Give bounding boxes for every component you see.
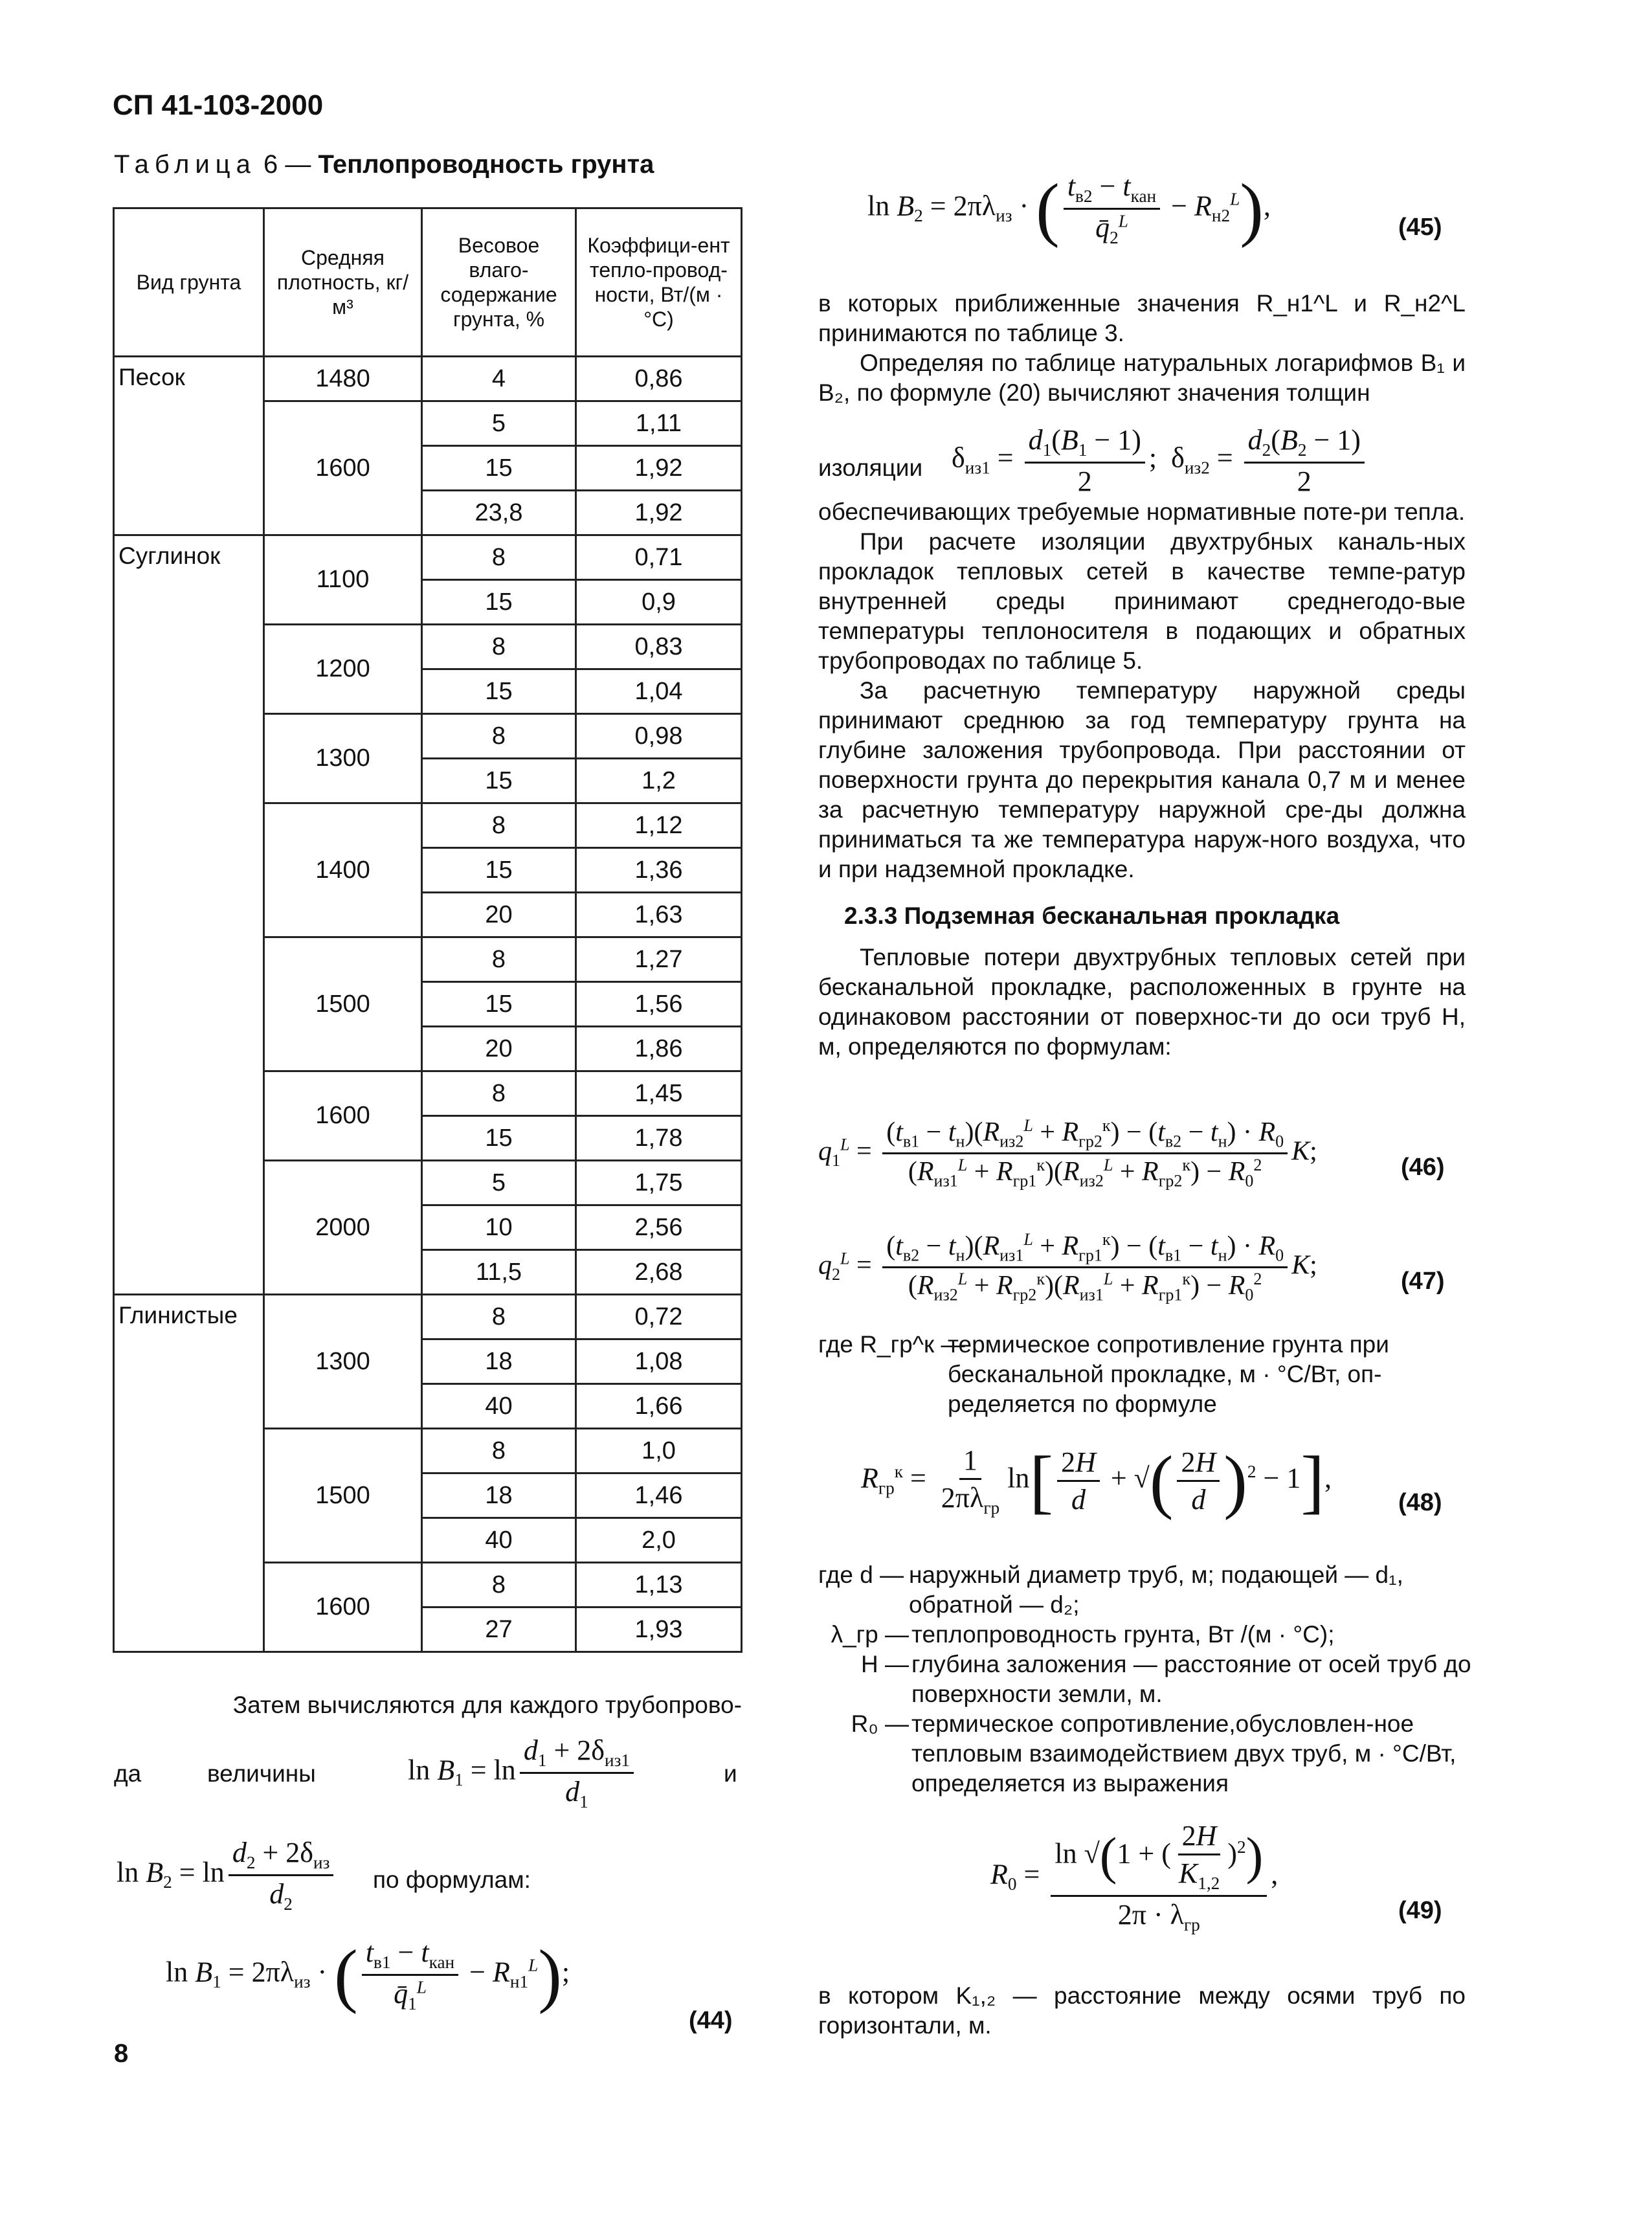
density-cell: 1480 [264, 357, 422, 401]
right-text-block-2 [818, 497, 1466, 1062]
moisture-cell: 40 [422, 1518, 576, 1563]
moisture-cell: 27 [422, 1607, 576, 1652]
eq-number-45: (45) [1398, 214, 1442, 241]
moisture-cell: 15 [422, 446, 576, 491]
conductivity-cell: 1,45 [576, 1071, 742, 1116]
right-paragraph-7: в котором K₁,₂ — расстояние между осями труб по горизонтали, м. [818, 1982, 1466, 2039]
moisture-cell: 8 [422, 1071, 576, 1116]
moisture-cell: 5 [422, 401, 576, 446]
section-heading-2-3-3: 2.3.3 Подземная бесканальная прокладка [844, 902, 1340, 929]
right-text-block-1 [818, 289, 1466, 408]
document-code: СП 41-103-2000 [113, 89, 324, 121]
right-paragraph-3: обеспечивающих требуемые нормативные поте-ри тепла. [818, 498, 1466, 525]
formula-47: $q_2^L$ = $\frac{(t_{в2} - t_н)(R_{из1}^L + R_{гр1}^к) - (t_{в1} - t_н) \cdot R_0}{(R_{из2}^L + R_{гр2}^к)(R_{из1}^L + R_{гр1}^к) - R_0^2}$ K; [818, 1230, 1317, 1305]
moisture-cell: 8 [422, 803, 576, 848]
moisture-cell: 20 [422, 1027, 576, 1071]
table-row [114, 1295, 742, 1339]
where-d-text: наружный диаметр труб, м; подающей — d₁, обратной — d₂; [909, 1562, 1403, 1618]
moisture-cell: 18 [422, 1473, 576, 1518]
table-caption [114, 150, 654, 179]
conductivity-cell: 1,75 [576, 1161, 742, 1205]
where-lambda-text: теплопроводность грунта, Вт /(м · °С); [911, 1621, 1335, 1648]
left-p2-velichiny: величины [207, 1760, 316, 1787]
right-paragraph-5: За расчетную температуру наружной среды принимают среднюю за год температуру грунта на глубине заложения трубопровода. При расстоянии от поверхности грунта до перекрытия канала 0,7 м и менее за расчетную температуру наружной сре-ды должна приниматься та же температура наруж-ного воздуха, что и при надземной прокладке. [818, 677, 1466, 882]
conductivity-cell: 1,86 [576, 1027, 742, 1071]
header-conductivity: Коэффици-ент тепло-провод-ности, Вт/(м · °С) [576, 208, 742, 357]
conductivity-cell: 0,83 [576, 625, 742, 669]
where-row-r-gr [818, 1330, 1472, 1419]
moisture-cell: 8 [422, 1295, 576, 1339]
where-h-text: глубина заложения — расстояние от осей труб до поверхности земли, м. [911, 1651, 1471, 1707]
moisture-cell: 8 [422, 535, 576, 580]
conductivity-cell: 1,2 [576, 759, 742, 803]
conductivity-cell: 0,86 [576, 357, 742, 401]
soil-conductivity-table [113, 207, 742, 1653]
moisture-cell: 15 [422, 669, 576, 714]
soil-kind-cell: Песок [114, 357, 264, 535]
moisture-cell: 23,8 [422, 491, 576, 535]
conductivity-cell: 1,92 [576, 446, 742, 491]
left-paragraph-1: Затем вычисляются для каждого трубопрово- [232, 1692, 742, 1718]
density-cell: 1500 [264, 1429, 422, 1563]
density-cell: 1300 [264, 714, 422, 803]
where-r0-text: термическое сопротивление,обусловлен-ное тепловым взаимодействием двух труб, м · °С/Вт, определяется из выражения [911, 1710, 1457, 1797]
right-paragraph-6: Тепловые потери двухтрубных тепловых сетей при бесканальной прокладке, расположенных в грунте на одинаковом расстоянии от поверхнос-ти до оси труб H, м, определяются по формулам: [818, 944, 1466, 1060]
conductivity-cell: 1,13 [576, 1563, 742, 1607]
conductivity-cell: 0,9 [576, 580, 742, 625]
moisture-cell: 15 [422, 848, 576, 893]
moisture-cell: 5 [422, 1161, 576, 1205]
moisture-cell: 20 [422, 893, 576, 937]
formula-lnB1: $\ln B_1 = \ln$ $\frac{d_1 + 2\delta_{из1}}{d_1}$ [408, 1734, 638, 1812]
conductivity-cell: 1,56 [576, 982, 742, 1027]
moisture-cell: 8 [422, 1429, 576, 1473]
conductivity-cell: 0,98 [576, 714, 742, 759]
right-izolyacii [818, 453, 922, 483]
conductivity-cell: 1,36 [576, 848, 742, 893]
formula-49: $R_0$ = ln √(1 + ( $\frac{2H}{K_{1,2}}$ )$^2$) $2\pi \cdot \lambda_{гр}$ , [990, 1820, 1278, 1934]
density-cell: 1300 [264, 1295, 422, 1429]
moisture-cell: 8 [422, 714, 576, 759]
density-cell: 1600 [264, 401, 422, 535]
conductivity-cell: 1,92 [576, 491, 742, 535]
conductivity-cell: 1,04 [576, 669, 742, 714]
formula-45: $\ln B_2 = 2\pi\lambda_{из}$ · ( $\frac{t_{в2} - t_{кан}}{q̄_2^L}$ − $R_{н2}^L$), [867, 169, 1271, 249]
eq-number-46: (46) [1401, 1154, 1445, 1181]
left-p2-i: и [724, 1760, 737, 1787]
conductivity-cell: 1,93 [576, 1607, 742, 1652]
where-row-lambda [818, 1620, 1472, 1650]
where-r0-label: R₀ — [851, 1710, 909, 1737]
header-kind: Вид грунта [114, 208, 264, 357]
table-body [114, 357, 742, 1652]
moisture-cell: 11,5 [422, 1250, 576, 1295]
conductivity-cell: 1,66 [576, 1384, 742, 1429]
right-paragraph-2: Определяя по таблице натуральных логарифмов B₁ и B₂, по формуле (20) вычисляют значения толщин [818, 350, 1466, 406]
where-row-h [818, 1650, 1472, 1709]
header-moisture: Весовое влаго-содержание грунта, % [422, 208, 576, 357]
right-text-block-3 [818, 1981, 1466, 2041]
soil-kind-cell: Глинистые [114, 1295, 264, 1652]
conductivity-cell: 2,0 [576, 1518, 742, 1563]
table-row [114, 535, 742, 580]
eq-number-49: (49) [1398, 1897, 1442, 1924]
density-cell: 1600 [264, 1563, 422, 1652]
moisture-cell: 8 [422, 937, 576, 982]
conductivity-cell: 1,63 [576, 893, 742, 937]
density-cell: 1600 [264, 1071, 422, 1161]
left-paragraph-3: по формулам: [373, 1866, 531, 1893]
eq-number-44: (44) [689, 2007, 733, 2034]
table-caption-number: 6 — [263, 150, 311, 179]
moisture-cell: 10 [422, 1205, 576, 1250]
where-r-gr-label: где R_гр^к — [818, 1331, 965, 1358]
conductivity-cell: 1,08 [576, 1339, 742, 1384]
formula-delta: $\delta_{из1}$ = $\frac{d_1(B_1 - 1)}{2}$ ; $\delta_{из2}$ = $\frac{d_2(B_2 - 1)}{2}$ [952, 423, 1368, 498]
soil-kind-cell: Суглинок [114, 535, 264, 1295]
where-row-d [818, 1560, 1472, 1620]
right-paragraph-4: При расчете изоляции двухтрубных каналь-ных прокладок тепловых сетей в качестве темпе-ратур внутренней среды принимают среднегодо-вые температуры теплоносителя в подающих и обратных трубопроводах по таблице 5. [818, 528, 1466, 674]
page-number: 8 [114, 2039, 129, 2068]
conductivity-cell: 1,12 [576, 803, 742, 848]
moisture-cell: 15 [422, 580, 576, 625]
conductivity-cell: 1,27 [576, 937, 742, 982]
conductivity-cell: 0,72 [576, 1295, 742, 1339]
where-block-2 [818, 1560, 1472, 1798]
moisture-cell: 15 [422, 1116, 576, 1161]
left-p2-da: да [114, 1760, 142, 1787]
right-paragraph-2b: изоляции [818, 454, 923, 481]
table-caption-prefix: Таблица [114, 150, 256, 179]
density-cell: 2000 [264, 1161, 422, 1295]
conductivity-cell: 0,71 [576, 535, 742, 580]
density-cell: 1500 [264, 937, 422, 1071]
table-caption-title: Теплопроводность грунта [318, 150, 654, 179]
where-lambda-label: λ_гр — [831, 1621, 909, 1648]
moisture-cell: 18 [422, 1339, 576, 1384]
where-r-gr-text: термическое сопротивление грунта при бесканальной прокладке, м · °С/Вт, оп-ределяется по формуле [948, 1331, 1389, 1417]
where-block-1 [818, 1330, 1472, 1419]
table-row [114, 357, 742, 401]
conductivity-cell: 1,11 [576, 401, 742, 446]
conductivity-cell: 1,78 [576, 1116, 742, 1161]
formula-46: $q_1^L$ = $\frac{(t_{в1} - t_н)(R_{из2}^L + R_{гр2}^к) - (t_{в2} - t_н) \cdot R_0}{(R_{из1}^L + R_{гр1}^к)(R_{из2}^L + R_{гр2}^к) - R_0^2}$ K; [818, 1116, 1317, 1191]
moisture-cell: 15 [422, 759, 576, 803]
moisture-cell: 4 [422, 357, 576, 401]
density-cell: 1400 [264, 803, 422, 937]
where-h-label: H — [861, 1651, 909, 1677]
conductivity-cell: 2,56 [576, 1205, 742, 1250]
formula-44: $\ln B_1 = 2\pi\lambda_{из}$ · ( $\frac{t_{в1} - t_{кан}}{q̄_1^L}$ − $R_{н1}^L$); [166, 1935, 570, 2015]
where-row-r0 [818, 1709, 1472, 1798]
eq-number-48: (48) [1398, 1489, 1442, 1516]
formula-48: $R_{гр}^к$ = $\frac{1}{2\pi\lambda_{гр}}$ ln[ $\frac{2H}{d}$ + √( $\frac{2H}{d}$ )$^2$ − 1], [861, 1441, 1332, 1521]
conductivity-cell: 1,0 [576, 1429, 742, 1473]
moisture-cell: 8 [422, 1563, 576, 1607]
header-density: Средняя плотность, кг/м³ [264, 208, 422, 357]
moisture-cell: 15 [422, 982, 576, 1027]
conductivity-cell: 1,46 [576, 1473, 742, 1518]
right-paragraph-1: в которых приближенные значения R_н1^L и R_н2^L принимаются по таблице 3. [818, 290, 1466, 346]
moisture-cell: 8 [422, 625, 576, 669]
density-cell: 1100 [264, 535, 422, 625]
moisture-cell: 40 [422, 1384, 576, 1429]
eq-number-47: (47) [1401, 1268, 1445, 1295]
formula-lnB2: $\ln B_2 = \ln$ $\frac{d_2 + 2\delta_{из}}{d_2}$ [117, 1836, 337, 1914]
density-cell: 1200 [264, 625, 422, 714]
table-header-row [114, 208, 742, 357]
conductivity-cell: 2,68 [576, 1250, 742, 1295]
where-d-label: где d — [818, 1562, 904, 1588]
